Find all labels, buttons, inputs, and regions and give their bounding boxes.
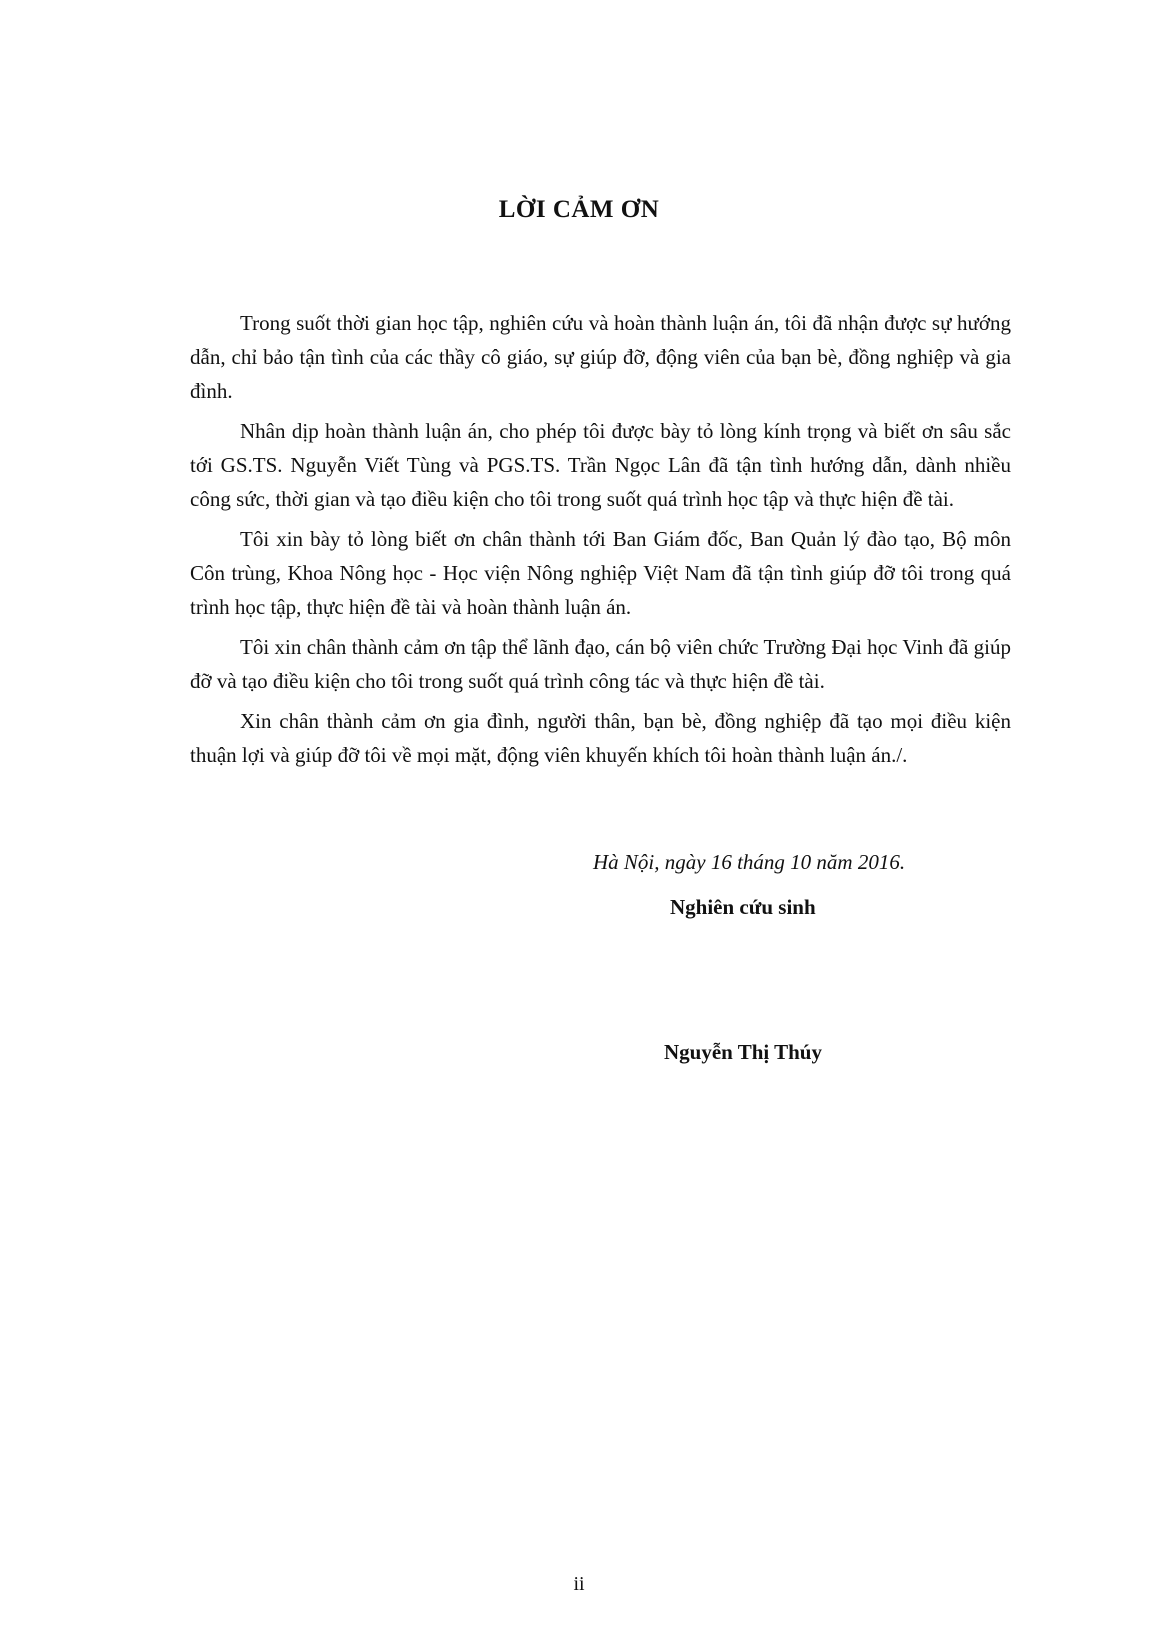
paragraph-5: Xin chân thành cảm ơn gia đình, người thân, bạn bè, đồng nghiệp đã tạo mọi điều kiện thuận lợi và giúp đỡ tôi về mọi mặt, động viên khuyến khích tôi hoàn thành luận án./. [190, 709, 1011, 767]
signature-role: Nghiên cứu sinh [670, 895, 816, 919]
signature-name: Nguyễn Thị Thúy [664, 1040, 822, 1064]
paragraph-3: Tôi xin bày tỏ lòng biết ơn chân thành tới Ban Giám đốc, Ban Quản lý đào tạo, Bộ môn Côn trùng, Khoa Nông học - Học viện Nông nghiệp Việt Nam đã tận tình giúp đỡ tôi trong quá trình học tập, thực hiện đề tài và hoàn thành luận án. [190, 527, 1011, 619]
signature-date: Hà Nội, ngày 16 tháng 10 năm 2016. [593, 850, 906, 874]
paragraph-4: Tôi xin chân thành cảm ơn tập thể lãnh đạo, cán bộ viên chức Trường Đại học Vinh đã giúp đỡ và tạo điều kiện cho tôi trong suốt quá trình công tác và thực hiện đề tài. [190, 635, 1011, 693]
paragraph-1: Trong suốt thời gian học tập, nghiên cứu và hoàn thành luận án, tôi đã nhận được sự hướng dẫn, chỉ bảo tận tình của các thầy cô giáo, sự giúp đỡ, động viên của bạn bè, đồng nghiệp và gia đình. [190, 311, 1011, 403]
page-title: LỜI CẢM ƠN [498, 196, 660, 223]
page-number: ii [573, 1573, 585, 1595]
paragraph-2: Nhân dịp hoàn thành luận án, cho phép tôi được bày tỏ lòng kính trọng và biết ơn sâu sắc tới GS.TS. Nguyễn Viết Tùng và PGS.TS. Trần Ngọc Lân đã tận tình hướng dẫn, dành nhiều công sức, thời gian và tạo điều kiện cho tôi trong suốt quá trình học tập và thực hiện đề tài. [190, 419, 1011, 511]
acknowledgement-body [190, 306, 1011, 778]
